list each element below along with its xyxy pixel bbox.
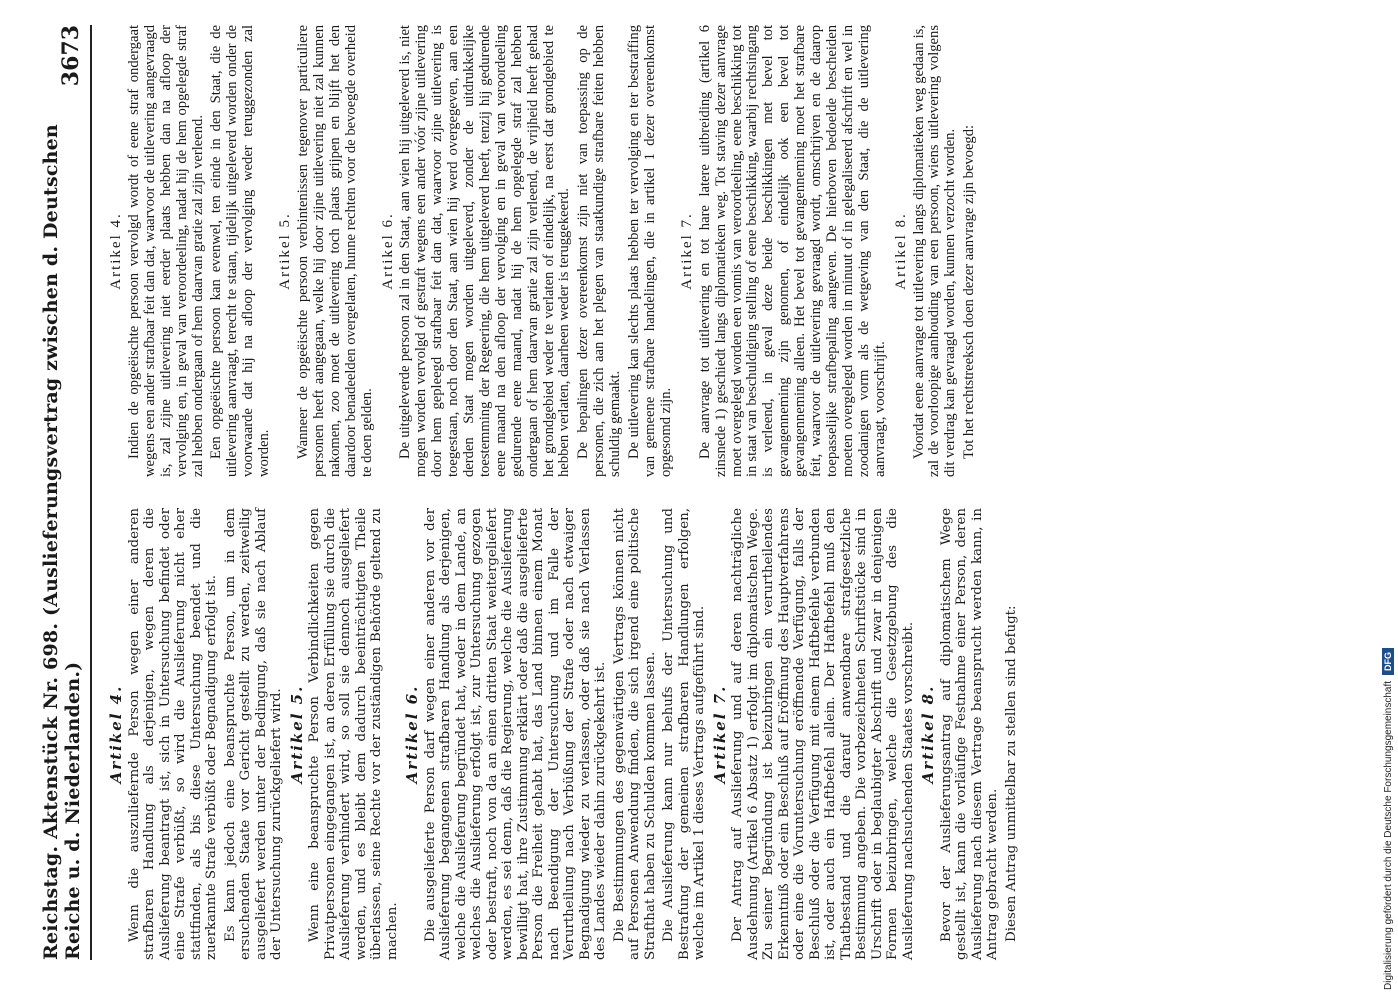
digitization-notice: Digitalisierung gefördert durch die Deutsche Forschungsgemeinschaft bbox=[1382, 680, 1394, 990]
article-paragraph: Wanneer de opgeëischte persoon verbintenissen tegenover particuliere personen heeft aangegaan, welke hij door zijne uitlevering niet zal kunnen nakomen, zoo moet de uitlevering toch plaats grijpen en blijft het den daardoor benadeelden overgelaten, hunne rechten voor de bevoegde overheid te doen gelden. bbox=[294, 25, 375, 477]
digitization-margin bbox=[1356, 0, 1394, 1000]
document-sheet bbox=[40, 25, 1342, 960]
article-heading: Artikel 5. bbox=[277, 212, 294, 290]
article-paragraph: Voordat eene aanvrage tot uitlevering langs diplomatieken weg gedaan is, zal de voorloopige aanhouding van een persoon, wiens uitlevering volgens dit verdrag kan gevraagd worden, kunnen verzocht worden. bbox=[910, 25, 959, 477]
page-header bbox=[40, 25, 92, 960]
article-heading: Artikel 4. bbox=[107, 684, 125, 784]
page-number: 3673 bbox=[58, 25, 84, 87]
article-paragraph: De uitgeleverde persoon zal in den Staat, aan wien hij uitgeleverd is, niet mogen worden vervolgd of gestraft wegens een ander vóór zijne uitlevering door hem gepleegd strafbaar feit dan dat, waarvoor zijne uitlevering is toegestaan, noch door den Staat, aan wien hij werd overgegeven, aan een derden Staat mogen worden uitgeleverd, zonder de uitdrukkelijke toestemming der Regeering, die hem uitgeleverd heeft, tenzij hij gedurende eene maand na den afloop der vervolging en in geval van veroordeeling gedurende eene maand, nadat hij de hem opgelegde straf zal hebben ondergaan of hem daarvan gratie zal zijn verleend, de vrijheid heeft gehad het grondgebied weder te verlaten of eindelijk, na eerst dat grondgebied te hebben verlaten, daarheen weder is teruggekeerd. bbox=[397, 25, 573, 477]
article-paragraph: Tot het rechtstreeksch doen dezer aanvrage zijn bevoegd: bbox=[961, 124, 978, 459]
article-heading: Artikel 6. bbox=[403, 684, 421, 784]
article-heading: Artikel 6. bbox=[379, 212, 396, 290]
article-paragraph: De aanvrage tot uitlevering en tot hare latere uitbreiding (artikel 6 zinsnede 1) geschiedt langs diplomatieken weg. Tot staving dezer aanvrage moet overgelegd worden een vonnis van veroordeeling, eene beschikking tot in staat van beschuldiging stelling of eene beschikking, waarbij rechtsingang is verleend, in geval deze beide beschikkingen met bevel tot gevangenneming zijn genomen, of eindelijk ook een bevel tot gevangenneming alleen. Het bevel tot gevangenneming moet het strafbare feit, waarvoor de uitlevering gevraagd wordt, omschrijven en de daarop toepasselijke strafbepaling aangeven. De hierboven bedoelde bescheiden moeten overgelegd worden in minuut of in gelegaliseerd afschrift en wel in zoodanigen vorm als de wetgeving van den Staat, die de uitlevering aanvraagt, voorschrijft. bbox=[696, 25, 888, 477]
article-paragraph: Der Antrag auf Auslieferung und auf deren nachträgliche Ausdehnung (Artikel 6 Absatz 1) erfolgt im diplomatischen Wege. Zu seiner Begründung ist beizubringen ein verurtheilendes Erkenntniß oder ein Beschluß auf Eröffnung des Hauptverfahrens oder eine die Voruntersuchung eröffnende Verfügung, falls der Beschluß oder die Verfügung mit einem Haftbefehle verbunden ist, oder auch ein Haftbefehl allein. Der Haftbefehl muß den Thatbestand und die darauf anwendbare strafgesetzliche Bestimmung angeben. Die vorbezeichneten Schriftstücke sind in Urschrift oder in beglaubigter Abschrift und zwar in denjenigen Formen beizubringen, welche die Gesetzgebung des die Auslieferung nachsuchenden Staates vorschreibt. bbox=[730, 508, 916, 960]
article-paragraph: Indien de opgeëischte persoon vervolgd wordt of eene straf ondergaat wegens een ander strafbaar feit dan dat, waarvoor de uitlevering aangevraagd is, zal zijne uitlevering niet eerder plaats hebben dan na afloop der vervolging en, in geval van veroordeeling, nadat hij de hem opgelegde straf zal hebben ondergaan of hem daarvan gratie zal zijn verleend. bbox=[125, 25, 206, 477]
german-text-column bbox=[104, 508, 1334, 960]
dutch-text-column bbox=[104, 25, 1334, 477]
article-paragraph: Die ausgelieferte Person darf wegen einer anderen vor der Auslieferung begangenen strafbaren Handlung als derjenigen, welche die Auslieferung begründet hat, weder in dem Lande, an welches die Auslieferung erfolgt ist, zur Untersuchung gezogen oder bestraft, noch von da an einen dritten Staat weitergeliefert werden, es sei denn, daß die Regierung, welche die Auslieferung bewilligt hat, ihre Zustimmung erklärt oder daß die ausgelieferte Person die Freiheit gehabt hat, das Land binnen einem Monat nach Beendigung der Untersuchung und im Falle der Verurtheilung nach Verbüßung der Strafe oder nach etwaiger Begnadigung wieder zu verlassen, oder daß sie nach Verlassen des Landes wieder dahin zurückgekehrt ist. bbox=[422, 508, 608, 960]
article-heading: Artikel 7. bbox=[678, 212, 695, 290]
article-paragraph: Bevor der Auslieferungsantrag auf diplomatischem Wege gestellt ist, kann die vorläufige Festnahme einer Person, deren Auslieferung nach diesem Vertrage beansprucht werden kann, in Antrag gebracht werden. bbox=[938, 508, 1000, 960]
article-heading: Artikel 8. bbox=[919, 684, 937, 784]
article-heading: Artikel 4. bbox=[108, 212, 124, 290]
article-heading: Artikel 5. bbox=[287, 684, 306, 784]
article-paragraph: De bepalingen dezer overeenkomst zijn niet van toepassing op de personen, die zich aan het plegen van staatkundige strafbare feiten hebben schuldig gemaakt. bbox=[575, 25, 624, 477]
article-heading: Artikel 7. bbox=[710, 684, 729, 784]
article-paragraph: De uitlevering kan slechts plaats hebben ter vervolging en ter bestraffing van gemeene strafbare handelingen, die in artikel 1 dezer overeenkomst opgesomd zijn. bbox=[626, 25, 674, 477]
running-title: Reichstag. Aktenstück Nr. 698. (Auslieferungsvertrag zwischen d. Deutschen Reiche u. d. Niederlanden.) bbox=[40, 124, 84, 960]
article-heading: Artikel 8. bbox=[892, 212, 909, 290]
article-paragraph: Wenn die auszuliefernde Person wegen einer anderen strafbaren Handlung als derjenigen, wegen deren die Auslieferung beantragt ist, sich in Untersuchung befindet oder eine Strafe verbüßt, so wird die Auslieferung nicht eher stattfinden, als bis diese Untersuchung beendet und die zuerkannte Strafe verbüßt oder Begnadigung erfolgt ist. bbox=[126, 508, 219, 960]
article-paragraph: Die Bestimmungen des gegenwärtigen Vertrags können nicht auf Personen Anwendung finden, die sich irgend eine politische Strafthat haben zu Schulden kommen lassen. bbox=[611, 508, 658, 960]
treaty-body bbox=[104, 25, 1334, 960]
digitization-notice-row bbox=[1378, 0, 1398, 990]
dfg-logo: DFG bbox=[1382, 648, 1394, 675]
article-paragraph: Een opgeëischte persoon kan evenwel, ten einde in den Staat, die de uitlevering aanvraagt, terecht te staan, tijdelijk uitgeleverd worden onder de voorwaarde dat hij na afloop der vervolging weder teruggezonden zal worden. bbox=[208, 25, 273, 477]
article-paragraph: Wenn eine beanspruchte Person Verbindlichkeiten gegen Privatpersonen eingegangen ist, an deren Erfüllung sie durch die Auslieferung verhindert wird, so soll sie dennoch ausgeliefert werden, und es bleibt dem dadurch beeinträchtigten Theile überlassen, seine Rechte vor der zuständigen Behörde geltend zu machen. bbox=[307, 508, 400, 960]
article-paragraph: Diesen Antrag unmittelbar zu stellen sind befugt: bbox=[1003, 605, 1019, 942]
article-paragraph: Die Auslieferung kann nur behufs der Untersuchung und Bestrafung der gemeinen strafbaren Handlungen erfolgen, welche im Artikel 1 dieses Vertrags aufgeführt sind. bbox=[661, 508, 707, 960]
article-paragraph: Es kann jedoch eine beanspruchte Person, um in dem ersuchenden Staate vor Gericht gestellt zu werden, zeitweilig ausgeliefert werden unter der Bedingung, daß sie nach Ablauf der Untersuchung zurückgeliefert wird. bbox=[222, 508, 284, 960]
